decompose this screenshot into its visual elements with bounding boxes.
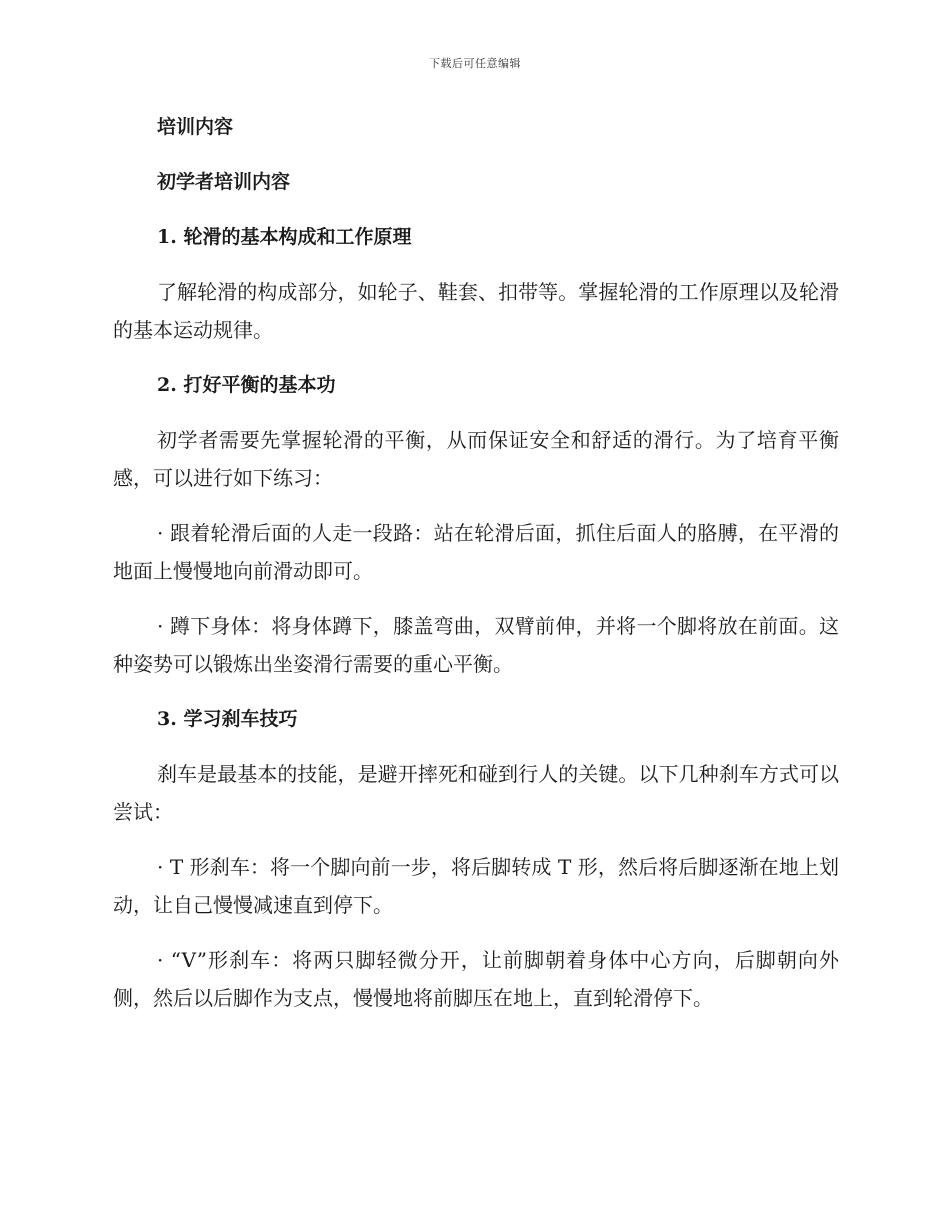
section-3-heading: 3. 学习刹车技巧 bbox=[157, 708, 298, 730]
section-3-paragraph: 刹车是最基本的技能，是避开摔死和碰到行人的关键。以下几种刹车方式可以尝试： bbox=[113, 762, 839, 824]
header-note: 下载后可任意编辑 bbox=[429, 57, 521, 70]
section-2-bullet-2: · 蹲下身体：将身体蹲下，膝盖弯曲，双臂前伸，并将一个脚将放在前面。这种姿势可以锻炼出坐姿滑行需要的重心平衡。 bbox=[113, 614, 839, 676]
section-3-bullet-2: · “V”形刹车：将两只脚轻微分开，让前脚朝着身体中心方向，后脚朝向外侧，然后以后脚作为支点，慢慢地将前脚压在地上，直到轮滑停下。 bbox=[113, 948, 839, 1010]
document-body bbox=[113, 108, 839, 1034]
section-2-paragraph: 初学者需要先掌握轮滑的平衡，从而保证安全和舒适的滑行。为了培育平衡感，可以进行如下练习： bbox=[113, 428, 839, 490]
section-1-paragraph: 了解轮滑的构成部分，如轮子、鞋套、扣带等。掌握轮滑的工作原理以及轮滑的基本运动规律。 bbox=[113, 280, 839, 342]
section-2-bullet-1: · 跟着轮滑后面的人走一段路：站在轮滑后面，抓住后面人的胳膊，在平滑的地面上慢慢地向前滑动即可。 bbox=[113, 521, 839, 583]
document-subtitle: 初学者培训内容 bbox=[157, 171, 291, 193]
section-1-heading: 1. 轮滑的基本构成和工作原理 bbox=[157, 226, 412, 248]
section-3-bullet-1: · T 形刹车：将一个脚向前一步，将后脚转成 T 形，然后将后脚逐渐在地上划动，让自己慢慢减速直到停下。 bbox=[113, 855, 839, 917]
document-title: 培训内容 bbox=[157, 116, 234, 138]
section-2-heading: 2. 打好平衡的基本功 bbox=[157, 374, 336, 396]
